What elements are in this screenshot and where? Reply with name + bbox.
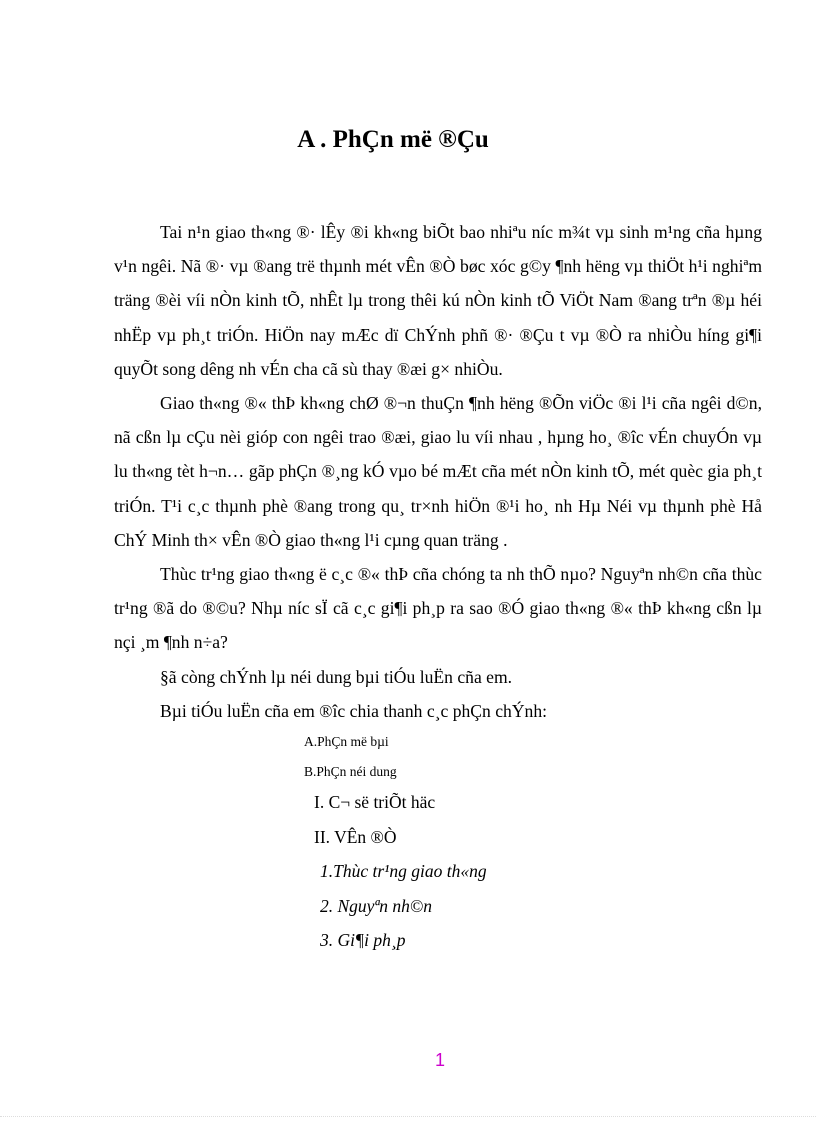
- outline-sub-3: 3. Gi¶i ph¸p: [320, 930, 406, 950]
- page-bottom-divider: [0, 1116, 816, 1117]
- page-number: 1: [434, 1050, 445, 1070]
- outline-section-2: II. VÊn ®Ò: [314, 827, 397, 847]
- outline-part-a: A.PhÇn më bµi: [304, 734, 389, 749]
- outline-section-1: I. C¬ së triÕt häc: [314, 792, 436, 812]
- outline-sub-1: 1.Thùc tr¹ng giao th«ng: [320, 861, 487, 881]
- paragraph-statement-2: Bµi tiÓu luËn cña em ®îc chia thanh c¸c phÇn chÝnh:: [160, 700, 548, 721]
- paragraph-1: Tai n¹n giao th«ng ®· lÊy ®i kh«ng biÕt bao nhiªu níc m¾t vµ sinh m¹ng cña hµng v¹n ngêi. Nã ®· vµ ®ang trë thµnh mét vÊn ®Ò bøc xóc g©y ¶nh hëng vµ thiÖt h¹i nghiªm träng ®èi víi nÒn kinh tÕ, nhÊt lµ trong thêi kú nÒn kinh tÕ ViÖt Nam ®ang trªn ®µ héi nhËp vµ ph¸t triÓn. HiÖn nay mÆc dï ChÝnh phñ ®· ®Çu t vµ ®Ò ra nhiÒu híng gi¶i quyÕt song dêng nh vÉn cha cã sù thay ®æi g× nhiÒu.: [114, 222, 762, 379]
- page-title: A . PhÇn më ®Çu: [297, 126, 489, 153]
- paragraph-questions: Thùc tr¹ng giao th«ng ë c¸c ®« thÞ cña chóng ta nh thÕ nµo? Nguyªn nh©n cña thùc tr¹ng ®ã do ®©u? Nhµ níc sÏ cã c¸c gi¶i ph¸p ra sao ®Ó giao th«ng ®« thÞ kh«ng cßn lµ nçi ¸m ¶nh n÷a?: [114, 564, 762, 653]
- outline-part-b: B.PhÇn néi dung: [304, 764, 397, 779]
- paragraph-2: Giao th«ng ®« thÞ kh«ng chØ ®¬n thuÇn ¶nh hëng ®Õn viÖc ®i l¹i cña ngêi d©n, nã cßn lµ cÇu nèi gióp con ngêi trao ®æi, giao lu víi nhau , hµng ho¸ ®îc vÉn chuyÓn vµ lu th«ng tèt h¬n… gãp phÇn ®¸ng kÓ vµo bé mÆt cña mét nÒn kinh tÕ, mét quèc gia ph¸t triÓn. T¹i c¸c thµnh phè ®ang trong qu¸ tr×nh hiÖn ®¹i ho¸ nh Hµ Néi vµ thµnh phè Hå ChÝ Minh th× vÊn ®Ò giao th«ng l¹i cµng quan träng .: [114, 393, 762, 550]
- outline-sub-2: 2. Nguyªn nh©n: [320, 896, 432, 916]
- paragraph-statement-1: §ã còng chÝnh lµ néi dung bµi tiÓu luËn cña em.: [160, 666, 513, 687]
